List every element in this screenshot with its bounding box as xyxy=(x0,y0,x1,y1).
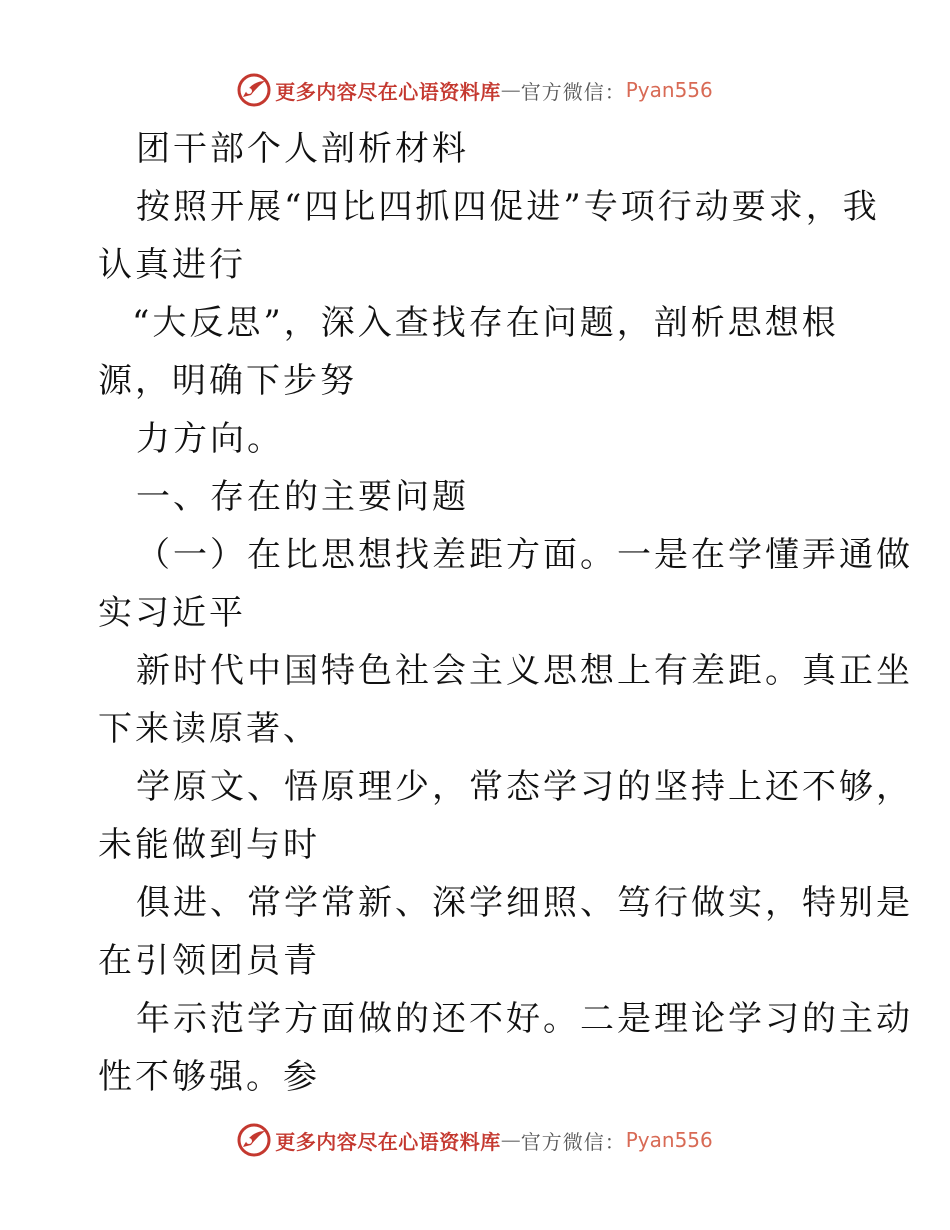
document-body xyxy=(98,120,913,1106)
paragraph-line: 新时代中国特色社会主义思想上有差距。真正坐 xyxy=(136,651,913,691)
paragraph-line: 在引领团员青 xyxy=(98,941,320,981)
paragraph-line: （一）在比思想找差距方面。一是在学懂弄通做 xyxy=(136,535,913,575)
paragraph-line: 年示范学方面做的还不好。二是理论学习的主动 xyxy=(136,999,913,1039)
banner-dash: — xyxy=(500,1128,521,1152)
paragraph-line: 源，明确下步努 xyxy=(98,361,357,401)
paragraph-line: 按照开展“四比四抓四促进”专项行动要求，我 xyxy=(136,187,880,227)
paragraph-line: “大反思”，深入查找存在问题，剖析思想根 xyxy=(132,303,839,343)
footer-banner xyxy=(0,1120,950,1160)
document-title: 团干部个人剖析材料 xyxy=(136,129,469,169)
paragraph-line: 认真进行 xyxy=(98,245,246,285)
pen-logo-icon xyxy=(237,1123,271,1157)
pen-logo-icon xyxy=(237,73,271,107)
paragraph-line: 俱进、常学常新、深学细照、笃行做实，特别是 xyxy=(136,883,913,923)
paragraph-line: 实习近平 xyxy=(98,593,246,633)
banner-main-text: 更多内容尽在心语资料库 xyxy=(275,79,501,104)
banner-main-text: 更多内容尽在心语资料库 xyxy=(275,1129,501,1154)
paragraph-line: 未能做到与时 xyxy=(98,825,320,865)
paragraph-line: 学原文、悟原理少，常态学习的坚持上还不够， xyxy=(136,767,913,807)
section-heading: 一、存在的主要问题 xyxy=(136,477,469,517)
paragraph-line: 力方向。 xyxy=(136,419,284,459)
banner-wechat-label: 官方微信： xyxy=(520,1129,626,1154)
banner-wechat-label: 官方微信： xyxy=(520,79,626,104)
paragraph-line: 下来读原著、 xyxy=(98,709,320,749)
paragraph-line: 性不够强。参 xyxy=(98,1057,320,1097)
banner-dash: — xyxy=(500,78,521,102)
banner-wechat-id: Pyan556 xyxy=(625,1128,713,1152)
banner-wechat-id: Pyan556 xyxy=(625,78,713,102)
header-banner xyxy=(0,70,950,110)
